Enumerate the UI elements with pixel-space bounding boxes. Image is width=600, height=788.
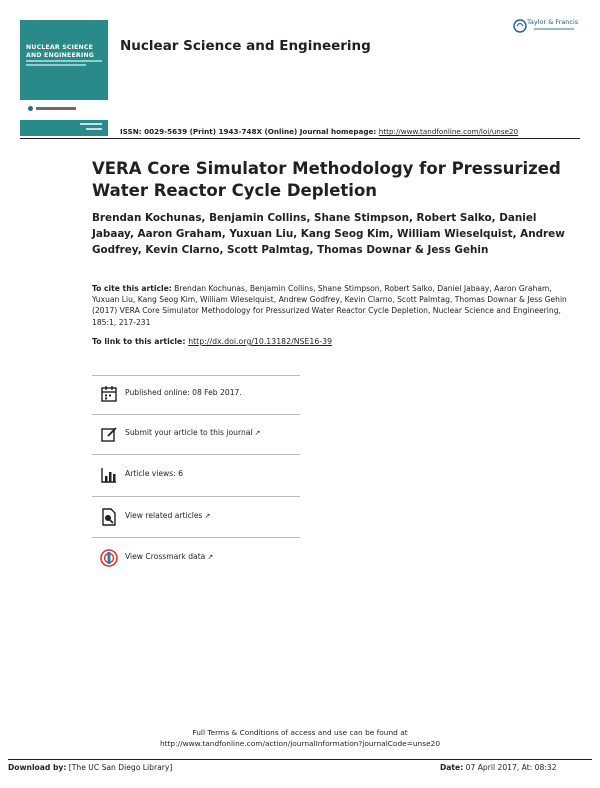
- submit-article-link[interactable]: [125, 428, 260, 437]
- submit-article-row[interactable]: [100, 425, 400, 445]
- related-articles-label: View related articles: [125, 511, 203, 520]
- views-row: [100, 466, 400, 486]
- header-divider: [20, 138, 580, 139]
- article-authors: Brendan Kochunas, Benjamin Collins, Shane Stimpson, Robert Salko, Daniel Jabaay, Aaron Graham, Yuxuan Liu, Kang Seog Kim, William Wieselquist, Andrew Godfrey, Kevin Clarno, Scott Palmtag, Thomas Downar & Jess Gehin: [92, 212, 565, 256]
- download-date-label: Date:: [440, 763, 464, 772]
- edit-icon: [100, 425, 118, 443]
- external-link-icon: ↗: [254, 429, 261, 437]
- cover-decoration: [86, 128, 102, 130]
- info-divider: [92, 375, 300, 376]
- info-divider: [92, 496, 300, 497]
- crossmark-icon: [100, 549, 118, 567]
- downloaded-by-label: Download by:: [8, 763, 67, 772]
- article-link-label: To link to this article:: [92, 337, 189, 346]
- download-date: [440, 763, 557, 772]
- calendar-icon: [100, 385, 118, 403]
- publisher-logo-subline: [534, 28, 574, 30]
- citation: [92, 283, 572, 328]
- issn-text: ISSN: 0029-5639 (Print) 1943-748X (Online) Journal homepage:: [120, 127, 379, 136]
- cover-band: [20, 100, 108, 120]
- download-date-value: 07 April 2017, At: 08:32: [463, 763, 557, 772]
- published-date: Published online: 08 Feb 2017.: [125, 388, 242, 397]
- terms-notice: [0, 727, 600, 749]
- published-row: [100, 385, 400, 405]
- citation-text: Brendan Kochunas, Benjamin Collins, Shane Stimpson, Robert Salko, Daniel Jabaay, Aaron Graham, Yuxuan Liu, Kang Seog Kim, William Wieselquist, Andrew Godfrey, Kevin Clarno, Scott Palmtag, Thomas Downar & Jess Gehin (2017) VERA Core Simulator Methodology for Pressurized Water Reactor Cycle Depletion, Nuclear Science and Engineering, 185:1, 217-231: [92, 284, 567, 327]
- info-divider: [92, 414, 300, 415]
- crossmark-row[interactable]: [100, 549, 400, 569]
- cover-decoration: [80, 123, 102, 125]
- cover-decoration: [26, 60, 102, 62]
- external-link-icon: ↗: [204, 512, 211, 520]
- cover-footer-band: [20, 120, 108, 136]
- article-link: [92, 337, 332, 346]
- downloaded-by-value: [The UC San Diego Library]: [66, 763, 173, 772]
- downloaded-by: [8, 763, 172, 772]
- cover-title-line1: NUCLEAR SCIENCE: [26, 44, 94, 51]
- journal-cover: [20, 20, 108, 136]
- publisher-logo-text: Taylor & Francis: [527, 18, 579, 26]
- terms-line: Full Terms & Conditions of access and use can be found at: [192, 728, 408, 737]
- cover-title-line2: AND ENGINEERING: [26, 51, 94, 59]
- info-divider: [92, 454, 300, 455]
- info-divider: [92, 537, 300, 538]
- related-articles-row[interactable]: [100, 508, 400, 528]
- article-title: VERA Core Simulator Methodology for Pressurized Water Reactor Cycle Depletion: [92, 159, 561, 200]
- bar-chart-icon: [100, 466, 118, 484]
- doi-link[interactable]: http://dx.doi.org/10.13182/NSE16-39: [188, 337, 333, 346]
- crossmark-label: View Crossmark data: [125, 552, 206, 561]
- cover-title: [26, 44, 104, 59]
- related-articles-link[interactable]: [125, 511, 210, 520]
- footer-divider: [8, 759, 592, 760]
- journal-name: Nuclear Science and Engineering: [120, 38, 371, 54]
- citation-label: To cite this article:: [92, 284, 172, 293]
- submit-article-label: Submit your article to this journal: [125, 428, 253, 437]
- crossmark-link[interactable]: [125, 552, 213, 561]
- journal-homepage-link[interactable]: http://www.tandfonline.com/loi/unse20: [378, 127, 519, 136]
- external-link-icon: ↗: [207, 553, 214, 561]
- article-views: Article views: 6: [125, 469, 184, 478]
- terms-link[interactable]: http://www.tandfonline.com/action/journalInformation?journalCode=unse20: [159, 739, 441, 748]
- issn-line: [120, 127, 518, 136]
- document-search-icon: [100, 508, 118, 526]
- society-logo-text: [36, 107, 76, 110]
- cover-decoration: [26, 64, 86, 66]
- society-logo-icon: [28, 106, 33, 111]
